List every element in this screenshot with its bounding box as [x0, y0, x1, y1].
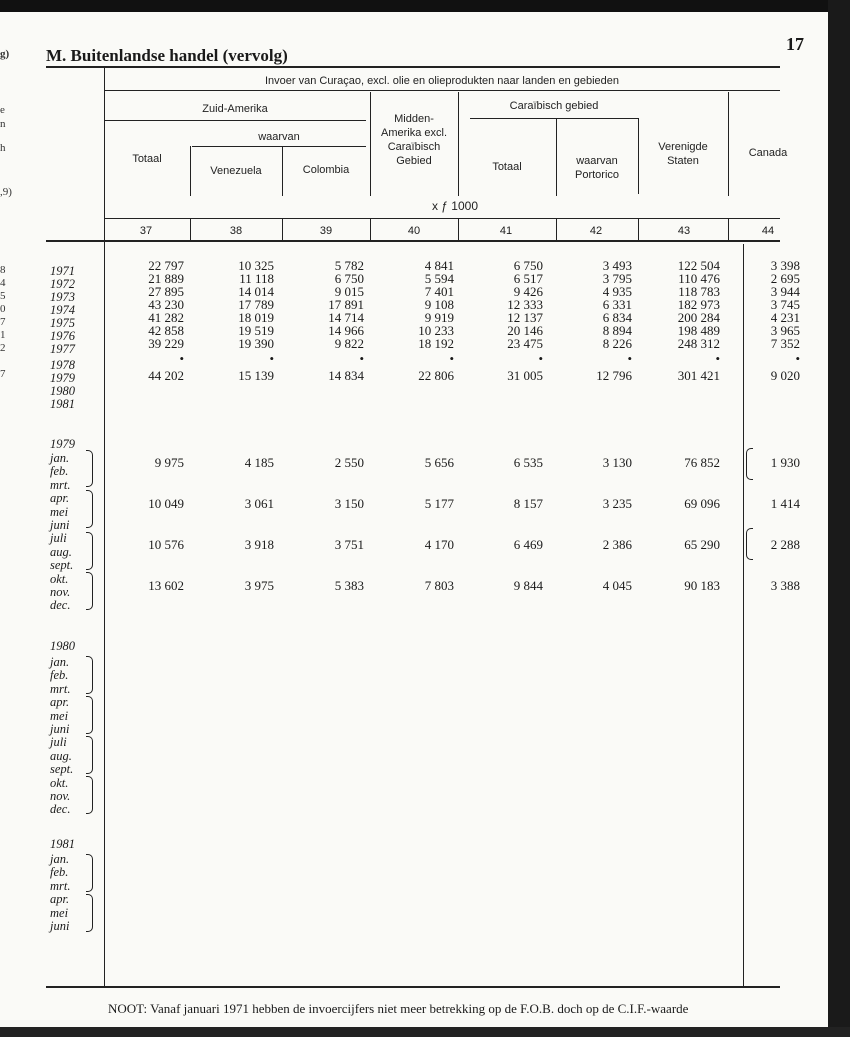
table-cell: 18 192	[418, 336, 454, 351]
left-page-edge: g) e n h ,9) 8 4 5 0 7 1 2 7	[0, 48, 12, 380]
quarter-brace	[86, 490, 93, 528]
quarter-brace	[86, 736, 93, 774]
table-cell: 6 469	[513, 537, 543, 552]
table-cell: 3 061	[244, 496, 274, 511]
table-cell: 5 594	[424, 271, 454, 286]
year-label: 1972	[50, 277, 75, 291]
table-cell: 21 889	[148, 271, 184, 286]
table-cell: 3 795	[602, 271, 632, 286]
table-cell: 10 233	[418, 323, 454, 338]
unit-label: x ƒ 1000	[431, 199, 479, 213]
table-cell: 12 137	[507, 310, 543, 325]
table-cell: 4 045	[602, 578, 632, 593]
month-label: jan.	[50, 655, 70, 669]
empty-dot: •	[715, 351, 720, 366]
table-cell: 182 973	[677, 297, 720, 312]
table-cell: 4 185	[244, 455, 274, 470]
month-label: juni	[50, 518, 70, 532]
table-cell: 43 230	[148, 297, 184, 312]
month-label: juni	[50, 919, 70, 933]
table-cell: 7 401	[424, 284, 454, 299]
month-label: aug.	[50, 748, 72, 763]
year-label: 1976	[50, 329, 75, 343]
table-cell: 6 834	[602, 310, 632, 325]
year-label: 1973	[50, 290, 75, 304]
month-label: nov.	[50, 789, 71, 803]
table-cell: 19 519	[238, 323, 274, 338]
table-cell: 8 894	[602, 323, 632, 338]
table-cell: 1 414	[770, 496, 800, 511]
table-cell: 3 235	[602, 496, 632, 511]
month-label: jan.	[50, 451, 70, 465]
running-title: M. Buitenlandse handel (vervolg)	[46, 46, 288, 65]
table-cell: 27 895	[148, 284, 184, 299]
table-title: Invoer van Curaçao, excl. olie en olieprodukten naar landen en gebieden	[264, 75, 620, 87]
scan-right-border	[828, 0, 850, 1037]
table-cell: 3 398	[770, 258, 800, 273]
table-cell: 22 806	[418, 368, 454, 383]
month-label: nov.	[50, 585, 71, 599]
subgroup-rule-zuid	[104, 120, 366, 121]
month-label: apr.	[50, 695, 70, 710]
empty-dot: •	[359, 351, 364, 366]
month-label: sept.	[50, 762, 74, 777]
table-cell: 2 550	[334, 455, 364, 470]
table-cell: 118 783	[678, 284, 720, 299]
title-rule	[104, 90, 780, 91]
table-cell: 22 797	[148, 258, 184, 273]
header-caraibisch-gebied: Caraïbisch gebied	[509, 100, 599, 112]
table-cell: 9 015	[334, 284, 364, 299]
table-cell: 69 096	[684, 496, 720, 511]
header-waarvan: waarvan	[258, 131, 300, 143]
table-cell: 3 745	[770, 297, 800, 312]
table-cell: 3 751	[334, 537, 364, 552]
month-label: okt.	[50, 571, 69, 586]
quarter-brace	[86, 776, 93, 814]
table-cell: 12 796	[596, 368, 632, 383]
table-cell: 5 177	[424, 496, 454, 511]
year-label: 1971	[50, 264, 75, 278]
year-label: 1975	[50, 316, 75, 330]
year-label: 1980	[50, 639, 75, 653]
year-label: 1979	[50, 437, 75, 451]
table-cell: 3 918	[244, 537, 274, 552]
table-cell: 4 231	[770, 310, 800, 325]
table-cell: 6 750	[334, 271, 364, 286]
table-cell: 9 426	[513, 284, 543, 299]
table-cell: 65 290	[684, 537, 720, 552]
year-label: 1981	[50, 397, 75, 411]
table-cell: 4 935	[602, 284, 632, 299]
table-cell: 17 789	[238, 297, 274, 312]
empty-dot: •	[627, 351, 632, 366]
header-totaal: Totaal	[132, 153, 162, 165]
table-cell: 8 157	[513, 496, 543, 511]
month-label: sept.	[50, 558, 74, 573]
scan-top-border	[0, 0, 850, 12]
table-cell: 9 975	[154, 455, 184, 470]
table-cell: 9 108	[424, 297, 454, 312]
colnum-bottom-rule	[46, 240, 780, 242]
colnum-top-rule	[104, 218, 780, 219]
table-cell: 12 333	[507, 297, 543, 312]
table-cell: 76 852	[684, 455, 720, 470]
month-label: feb.	[50, 865, 69, 880]
table-cell: 3 388	[770, 578, 800, 593]
table-cell: 3 493	[602, 258, 632, 273]
table-cell: 10 576	[148, 537, 184, 552]
table-cell: 198 489	[677, 323, 720, 338]
month-label: aug.	[50, 544, 72, 559]
stub-divider	[104, 68, 105, 986]
month-label: mei	[50, 504, 69, 519]
table-cell: 18 019	[238, 310, 274, 325]
header-zuid-amerika: Zuid-Amerika	[202, 103, 268, 115]
table-cell: 9 822	[334, 336, 364, 351]
table-cell: 39 229	[148, 336, 184, 351]
table-cell: 90 183	[684, 578, 720, 593]
table-cell: 44 202	[148, 368, 184, 383]
month-label: mrt.	[50, 477, 71, 492]
header-midden-amerika: Midden- Amerika excl. Caraïbisch Gebied	[380, 113, 448, 167]
year-label: 1981	[50, 837, 75, 851]
quarter-brace	[86, 656, 93, 694]
month-label: juli	[50, 531, 67, 546]
table-cell: 10 325	[238, 258, 274, 273]
table-cell: 110 476	[678, 271, 720, 286]
table-cell: 6 535	[513, 455, 543, 470]
table-cell: 14 966	[328, 323, 364, 338]
table-cell: 8 226	[602, 336, 632, 351]
table-cell: 6 517	[513, 271, 543, 286]
month-label: apr.	[50, 491, 70, 506]
table-cell: 23 475	[507, 336, 543, 351]
header-verenigde-staten: Verenigde Staten	[658, 141, 708, 167]
table-cell: 200 284	[677, 310, 720, 325]
table-cell: 4 170	[424, 537, 454, 552]
empty-dot: •	[538, 351, 543, 366]
table-cell: 14 714	[328, 310, 364, 325]
table-cell: 17 891	[328, 297, 364, 312]
month-label: juli	[50, 735, 67, 750]
table-cell: 301 421	[677, 368, 720, 383]
table-cell: 248 312	[677, 336, 720, 351]
page-number: 17	[786, 34, 804, 54]
table-cell: 3 944	[770, 284, 800, 299]
quarter-brace	[86, 532, 93, 570]
table-cell: 7 803	[424, 578, 454, 593]
month-label: okt.	[50, 775, 69, 790]
month-label: apr.	[50, 892, 70, 907]
table-cell: 15 139	[238, 368, 274, 383]
footnote: NOOT: Vanaf januari 1971 hebben de invoercijfers niet meer betrekking op de F.O.B. doch op de C.I.F.-waarde	[108, 1001, 689, 1016]
bottom-rule	[46, 986, 780, 988]
table-cell: 10 049	[148, 496, 184, 511]
header-colombia: Colombia	[302, 164, 350, 176]
scan-bottom-border	[0, 1027, 850, 1037]
table-cell: 3 130	[602, 455, 632, 470]
table-cell: 42 858	[148, 323, 184, 338]
table-cell: 31 005	[507, 368, 543, 383]
quarter-brace	[86, 854, 93, 892]
quarter-brace	[86, 894, 93, 932]
month-label: juni	[50, 722, 70, 736]
table-cell: 122 504	[677, 258, 720, 273]
table-cell: 3 975	[244, 578, 274, 593]
table-cell: 5 383	[334, 578, 364, 593]
table-cell: 13 602	[148, 578, 184, 593]
table-cell: 4 841	[424, 258, 454, 273]
year-label: 1978	[50, 358, 75, 372]
table-cell: 2 288	[770, 537, 800, 552]
empty-dot: •	[269, 351, 274, 366]
subgroup-rule-caraib	[470, 118, 638, 119]
table-cell: 9 919	[424, 310, 454, 325]
table-cell: 5 656	[424, 455, 454, 470]
month-label: feb.	[50, 464, 69, 479]
table-cell: 14 834	[328, 368, 364, 383]
empty-dot: •	[449, 351, 454, 366]
waarvan-rule	[192, 146, 366, 147]
table-cell: 1 930	[770, 455, 800, 470]
table-cell: 3 965	[770, 323, 800, 338]
empty-dot: •	[179, 351, 184, 366]
table-cell: 19 390	[238, 336, 274, 351]
table-cell: 20 146	[507, 323, 543, 338]
month-label: dec.	[50, 598, 71, 613]
header-canada: Canada	[748, 147, 788, 159]
table-cell: 6 750	[513, 258, 543, 273]
year-label: 1980	[50, 384, 75, 398]
month-label: mrt.	[50, 681, 71, 696]
top-rule	[46, 66, 780, 68]
table-cell: 11 118	[239, 271, 274, 286]
month-label: jan.	[50, 852, 70, 866]
table-cell: 7 352	[770, 336, 800, 351]
table-cell: 2 695	[770, 271, 800, 286]
month-label: mei	[50, 708, 69, 723]
month-label: feb.	[50, 668, 69, 683]
table-cell: 9 020	[770, 368, 800, 383]
table-cell: 3 150	[334, 496, 364, 511]
year-label: 1979	[50, 371, 75, 385]
table-cell: 5 782	[334, 258, 364, 273]
table-cell: 41 282	[148, 310, 184, 325]
year-label: 1974	[50, 303, 75, 317]
table-cell: 2 386	[602, 537, 632, 552]
table-cell: 9 844	[513, 578, 543, 593]
month-label: dec.	[50, 802, 71, 817]
header-portorico: waarvan Portorico	[574, 155, 620, 181]
year-label: 1977	[50, 342, 75, 356]
table-cell: 6 331	[602, 297, 632, 312]
quarter-brace	[86, 450, 93, 487]
month-label: mrt.	[50, 878, 71, 893]
month-label: mei	[50, 905, 69, 920]
empty-dot: •	[795, 351, 800, 366]
header-venezuela: Venezuela	[210, 165, 262, 177]
quarter-brace	[86, 696, 93, 734]
quarter-brace	[86, 572, 93, 610]
header-totaal-caraibisch: Totaal	[492, 161, 522, 173]
table-cell: 14 014	[238, 284, 274, 299]
